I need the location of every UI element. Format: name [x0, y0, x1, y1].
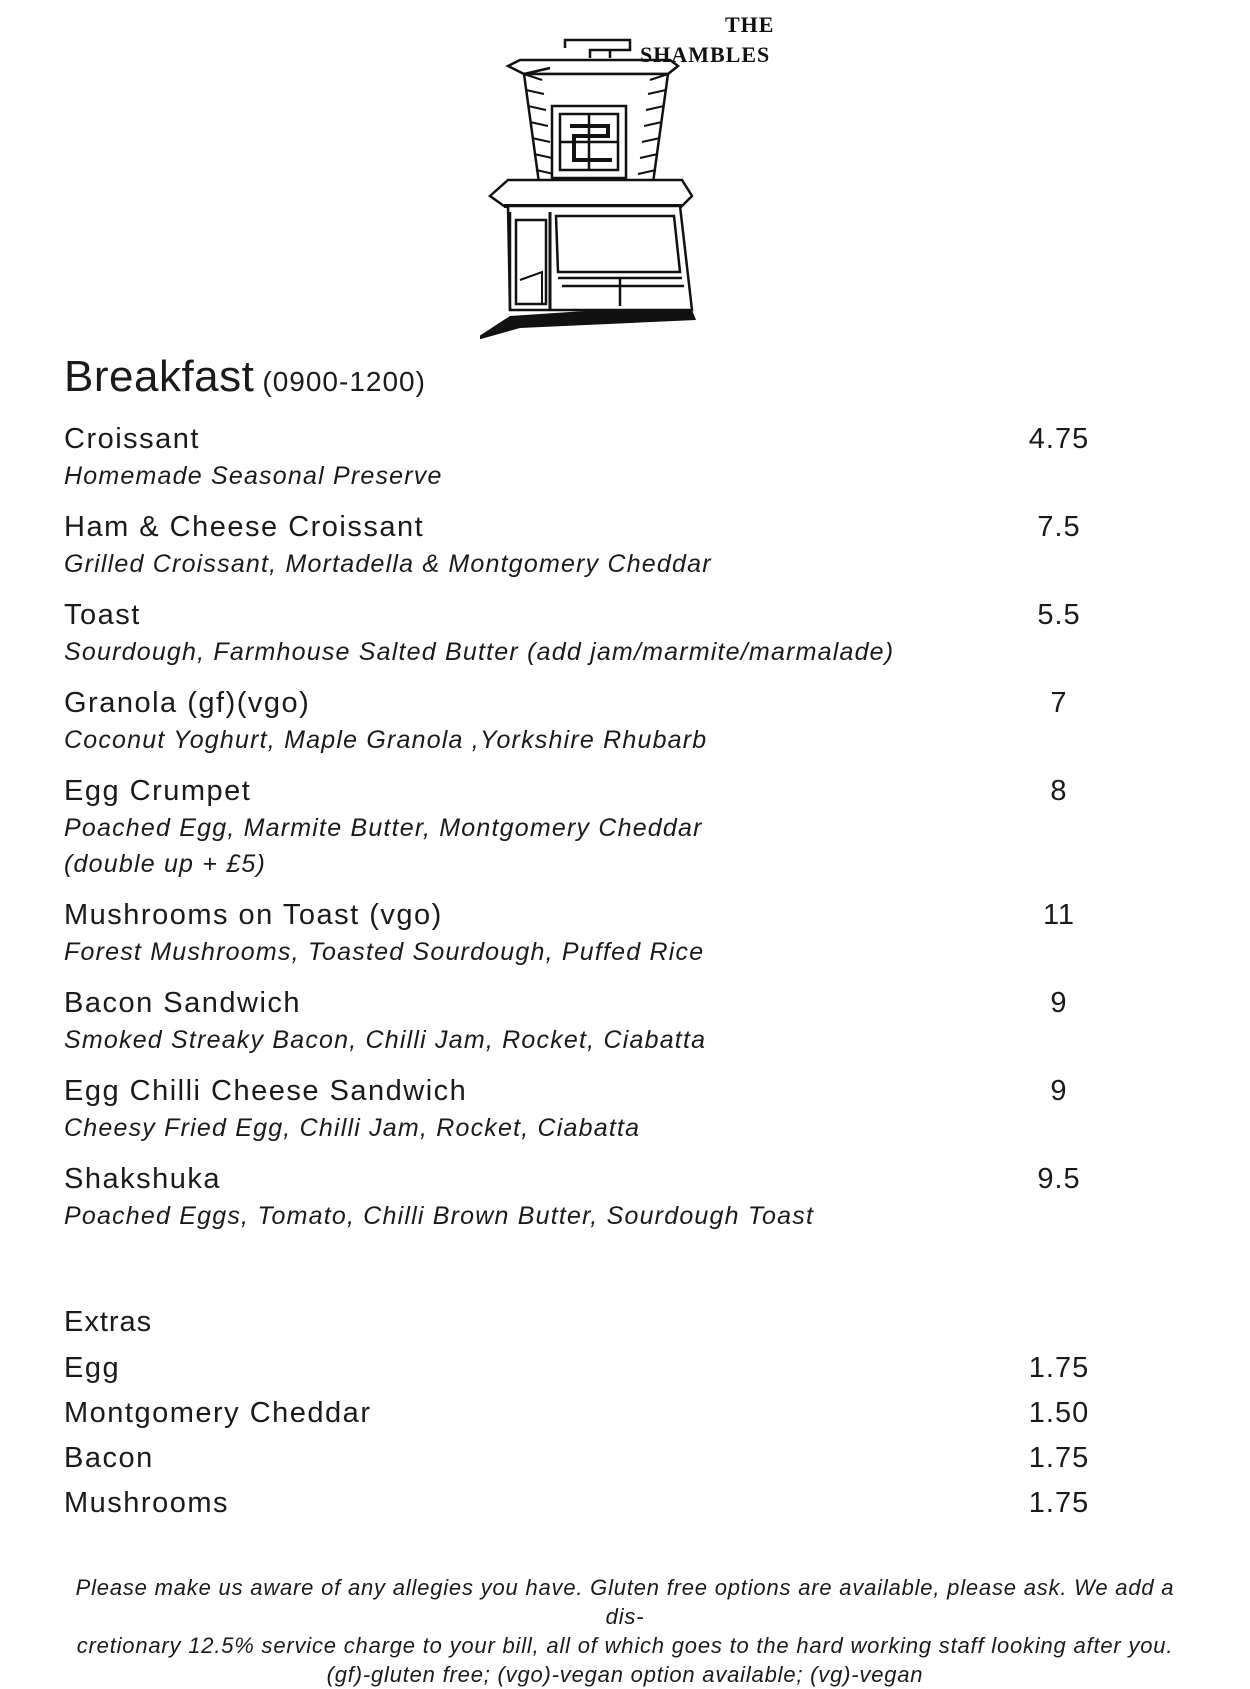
- menu-item-price: 5.5: [1037, 599, 1081, 631]
- allergy-notice: [60, 1573, 1190, 1689]
- menu-item-name: Bacon Sandwich: [64, 987, 302, 1019]
- menu-item-description: Coconut Yoghurt, Maple Granola ,Yorkshire Rhubarb: [64, 726, 708, 754]
- extra-item-price: 1.75: [1028, 1487, 1090, 1519]
- menu-item: [64, 508, 1104, 596]
- extra-item: [64, 1391, 1104, 1436]
- extra-item-name: Bacon: [64, 1442, 154, 1474]
- extra-item: [64, 1481, 1104, 1526]
- extras-title: Extras: [64, 1306, 153, 1338]
- menu-item-name: Toast: [64, 599, 141, 631]
- extra-item-price: 1.75: [1028, 1442, 1090, 1474]
- menu-item-name: Mushrooms on Toast (vgo): [64, 899, 443, 931]
- menu-item-name: Croissant: [64, 423, 200, 455]
- menu-item-price: 7.5: [1037, 511, 1081, 543]
- extra-item: [64, 1346, 1104, 1391]
- section-hours: (0900-1200): [262, 366, 426, 397]
- extra-item-name: Montgomery Cheddar: [64, 1397, 372, 1429]
- menu-item: [64, 896, 1104, 984]
- menu-item-price: 7: [1050, 687, 1068, 719]
- menu-item-description: Smoked Streaky Bacon, Chilli Jam, Rocket, Ciabatta: [64, 1026, 707, 1054]
- menu-item-price: 4.75: [1028, 423, 1090, 455]
- menu-item-price: 9: [1050, 1075, 1068, 1107]
- menu-item-name: Ham & Cheese Croissant: [64, 511, 425, 543]
- menu-item-name: Egg Crumpet: [64, 775, 252, 807]
- extra-item-price: 1.75: [1028, 1352, 1090, 1384]
- extras-section: [64, 1300, 1104, 1526]
- menu-item-description: Forest Mushrooms, Toasted Sourdough, Puffed Rice: [64, 938, 705, 966]
- footer-line: cretionary 12.5% service charge to your bill, all of which goes to the hard working staff looking after you.: [76, 1633, 1174, 1658]
- footer-line: (gf)-gluten free; (vgo)-vegan option available; (vg)-vegan: [326, 1662, 924, 1687]
- section-title: Breakfast: [64, 352, 255, 401]
- extra-item-name: Egg: [64, 1352, 121, 1384]
- menu-item: [64, 1072, 1104, 1160]
- menu-item-price: 9.5: [1037, 1163, 1081, 1195]
- shambles-logo: [480, 10, 800, 350]
- menu-item-name: Granola (gf)(vgo): [64, 687, 311, 719]
- extra-item-price: 1.50: [1028, 1397, 1090, 1429]
- menu-item-description: Poached Eggs, Tomato, Chilli Brown Butter, Sourdough Toast: [64, 1202, 815, 1230]
- menu-item-name: Egg Chilli Cheese Sandwich: [64, 1075, 468, 1107]
- menu-item-description: (double up + £5): [64, 850, 266, 878]
- menu-item-price: 8: [1050, 775, 1068, 807]
- menu-item-description: Poached Egg, Marmite Butter, Montgomery Cheddar: [64, 814, 703, 842]
- breakfast-menu-list: [64, 420, 1104, 1248]
- menu-item: [64, 420, 1104, 508]
- menu-item: [64, 596, 1104, 684]
- menu-item-description: Cheesy Fried Egg, Chilli Jam, Rocket, Ciabatta: [64, 1114, 641, 1142]
- menu-item-name: Shakshuka: [64, 1163, 221, 1195]
- extra-item-name: Mushrooms: [64, 1487, 229, 1519]
- menu-item-description: Grilled Croissant, Mortadella & Montgomery Cheddar: [64, 550, 712, 578]
- menu-item: [64, 772, 1104, 896]
- menu-item-description: Homemade Seasonal Preserve: [64, 462, 443, 490]
- extras-list: [64, 1346, 1104, 1526]
- logo-text-the: THE: [725, 12, 775, 37]
- extra-item: [64, 1436, 1104, 1481]
- menu-item: [64, 684, 1104, 772]
- menu-item-price: 9: [1050, 987, 1068, 1019]
- logo-text-shambles: SHAMBLES: [640, 42, 771, 67]
- menu-item: [64, 1160, 1104, 1248]
- menu-item-description: Sourdough, Farmhouse Salted Butter (add jam/marmite/marmalade): [64, 638, 895, 666]
- footer-line: Please make us aware of any allegies you have. Gluten free options are available, please ask. We add a dis-: [75, 1575, 1175, 1629]
- menu-item: [64, 984, 1104, 1072]
- menu-item-price: 11: [1042, 899, 1076, 931]
- breakfast-heading: [64, 352, 426, 402]
